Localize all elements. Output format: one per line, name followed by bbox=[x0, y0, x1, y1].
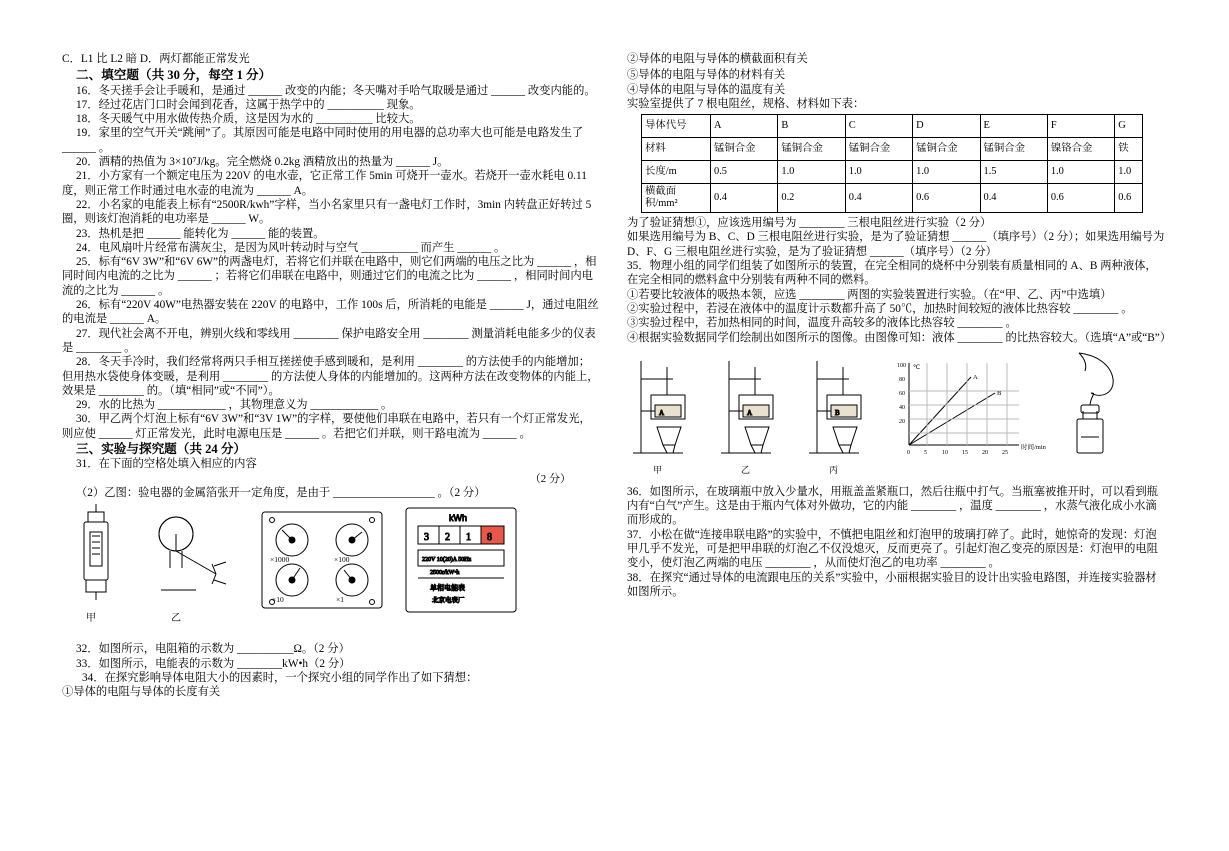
figure-ding-energy-meter bbox=[406, 508, 516, 612]
question-34: 34．在探究影响导体电阻大小的因素时，一个探究小组的同学作出了如下猜想： bbox=[82, 671, 478, 684]
question-21: 21．小方家有一个额定电压为 220V 的电水壶，它正常工作 5min 可烧开一壶水。若烧开一壶水耗电 0.11 度，则正常工作时通过电水壶的电流为 ______ A。 bbox=[62, 170, 587, 197]
question-25: 25．标有“6V 3W”和“6V 6W”的两盏电灯，若将它们并联在电路中，则它们两端的电压之比为 ______ ，相同时间内电流的之比为 ______ ；若将它们串联在电路中，则通过它们的电流之比为 ______ ，相同时间内电流的之比为 ______ 。 bbox=[62, 256, 597, 297]
figure-group-instruments bbox=[66, 504, 601, 632]
th-c: C bbox=[845, 115, 912, 138]
th-f: F bbox=[1047, 115, 1114, 138]
apparatus-jia bbox=[633, 361, 685, 453]
temperature-time-chart bbox=[909, 363, 1019, 445]
question-35-1: ①若要比较液体的吸热本领，应选 ________ 两图的实验装置进行实验。（在“甲、乙、丙”中选填） bbox=[627, 288, 1112, 301]
calorimetry-caption-bing: 丙 bbox=[829, 464, 839, 475]
figure-bottle-pump bbox=[1077, 353, 1113, 453]
cell-area-d: 0.6 bbox=[913, 184, 980, 213]
cell-material-e: 锰铜合金 bbox=[980, 138, 1047, 161]
meter-digit-3: 1 bbox=[466, 532, 471, 544]
cell-length-g: 1.0 bbox=[1115, 161, 1143, 184]
th-d: D bbox=[913, 115, 980, 138]
dial-label-x10: ×10 bbox=[272, 595, 284, 605]
meter-digit-1: 3 bbox=[424, 532, 429, 544]
cell-length-c: 1.0 bbox=[845, 161, 912, 184]
question-29: 29．水的比热为 ____________ ，其物理意义为 ____________ 。 bbox=[76, 399, 393, 412]
chart-series-b: B bbox=[997, 389, 1002, 397]
cell-area-a: 0.4 bbox=[711, 184, 778, 213]
figure-group-calorimetry bbox=[627, 349, 1167, 481]
chart-tick-60: 60 bbox=[899, 390, 905, 397]
cell-length-e: 1.5 bbox=[980, 161, 1047, 184]
question-36: 36．如图所示，在玻璃瓶中放入少量水，用瓶盖盖紧瓶口，然后往瓶中打气。当瓶塞被推开时，可以看到瓶内有“白气”产生。这是由于瓶内气体对外做功，它的内能 ________ ，温度 ________ ，水蒸气液化成小水滴而形成的。 bbox=[627, 485, 1158, 527]
figure-jia bbox=[84, 504, 108, 600]
chart-tick-x-15: 15 bbox=[962, 449, 968, 456]
wire-spec-table bbox=[641, 114, 1143, 213]
calorimetry-svg bbox=[627, 349, 1167, 479]
choice-line-c-d: C．L1 比 L2 暗 D．两灯都能正常发光 bbox=[62, 53, 250, 65]
chart-tick-80: 80 bbox=[899, 376, 905, 383]
fig-caption-jia: 甲 bbox=[86, 613, 96, 625]
verify-guess-bcd-dfg: 如果选用编号为 B、C、D 三根电阻丝进行实验，是为了验证猜想 ______（填序号）（2 分）；如果选用编号为 D、F、G 三根电阻丝进行实验，是为了验证猜想 ______（填序号）（2 分） bbox=[627, 231, 1165, 258]
chart-tick-x-5: 5 bbox=[924, 449, 927, 456]
th-g: G bbox=[1115, 115, 1143, 138]
calorimetry-caption-yi: 乙 bbox=[741, 464, 751, 475]
chart-tick-100: 100 bbox=[897, 362, 906, 369]
cell-material-a: 锰铜合金 bbox=[711, 138, 778, 161]
guess-5: ⑤导体的电阻与导体的材料有关 bbox=[627, 69, 786, 82]
apparatus-yi bbox=[721, 361, 773, 453]
question-30: 30．甲乙两个灯泡上标有“6V 3W”和“3V 1W”的字样，要使他们串联在电路中，若只有一个灯正常发光，则应使 ______ 灯正常发光，此时电源电压是 ______ 。若把它们并联，则干路电流为 ______ 。 bbox=[62, 413, 591, 440]
chart-y-axis-label: ℃ bbox=[913, 363, 921, 371]
question-31-score: （2 分） bbox=[529, 472, 571, 485]
cell-area-b: 0.2 bbox=[778, 184, 845, 213]
question-31: 31．在下面的空格处填入相应的内容 bbox=[76, 458, 257, 471]
cell-material-f: 镍铬合金 bbox=[1047, 138, 1114, 161]
question-19: 19．家里的空气开关“跳闸”了。其原因可能是电路中同时使用的用电器的总功率大也可能是电路发生了 ______ 。 bbox=[62, 127, 584, 154]
question-18: 18．冬天暖气中用水做传热介质，这是因为水的 __________ 比较大。 bbox=[76, 113, 421, 126]
fig-caption-yi: 乙 bbox=[171, 613, 181, 625]
table-intro: 实验室提供了 7 根电阻丝，规格、材料如下表： bbox=[627, 97, 865, 110]
question-35-4: ④根据实验数据同学们绘制出如图所示的图像。由图像可知：液体 ________ 的比热容较大。（选填“A”或“B”） bbox=[627, 331, 1172, 344]
dial-label-x1000: ×1000 bbox=[270, 555, 290, 565]
cell-length-b: 1.0 bbox=[778, 161, 845, 184]
meter-brand2: 北京电表厂 bbox=[432, 597, 465, 605]
figure-yi bbox=[159, 517, 226, 590]
question-20: 20．酒精的热值为 3×10⁷J/kg。完全燃烧 0.2kg 酒精放出的热量为 ______ J。 bbox=[76, 156, 449, 169]
meter-digit-4: 8 bbox=[487, 532, 492, 544]
table-row-material bbox=[642, 138, 1143, 161]
left-column bbox=[62, 52, 601, 831]
meter-digit-2: 2 bbox=[445, 532, 450, 544]
right-column bbox=[627, 52, 1172, 831]
table-row-header bbox=[642, 115, 1143, 138]
question-26: 26．标有“220V 40W”电热器安装在 220V 的电路中，工作 100s 后，所消耗的电能是 ______ J，通过电阻丝的电流是 ______ A。 bbox=[62, 299, 599, 326]
cell-length-a: 0.5 bbox=[711, 161, 778, 184]
question-24: 24．电风扇叶片经常布满灰尘，是因为风叶转动时与空气 __________ 而产生 ______ 。 bbox=[76, 241, 506, 254]
meter-spec: 220V 10(20)A 50Hz bbox=[422, 557, 472, 564]
question-35: 35．物理小组的同学们组装了如图所示的装置，在完全相同的烧杯中分别装有质量相同的 A、B 两种液体，在完全相同的燃料盒中分别装有两种不同的燃料。 bbox=[627, 260, 1157, 287]
chart-tick-x-10: 10 bbox=[942, 449, 948, 456]
liquid-label-b-bing: B bbox=[835, 408, 840, 417]
cell-material-d: 锰铜合金 bbox=[913, 138, 980, 161]
section-2-title: 二、填空题（共 30 分，每空 1 分） bbox=[76, 68, 272, 83]
apparatus-bing bbox=[809, 361, 861, 453]
dial-label-x100: ×100 bbox=[334, 555, 350, 565]
cell-area-f: 0.6 bbox=[1047, 184, 1114, 213]
cell-area-g: 0.6 bbox=[1115, 184, 1143, 213]
row-label-length: 长度/m bbox=[642, 161, 711, 184]
row-label-material: 材料 bbox=[642, 138, 711, 161]
th-a: A bbox=[711, 115, 778, 138]
row-label-area: 横截面积/mm² bbox=[642, 184, 711, 213]
chart-tick-40: 40 bbox=[899, 404, 905, 411]
guess-2: ②导体的电阻与导体的横截面积有关 bbox=[627, 53, 808, 65]
chart-tick-x-0: 0 bbox=[907, 449, 910, 456]
cell-length-d: 1.0 bbox=[913, 161, 980, 184]
cell-area-e: 0.4 bbox=[980, 184, 1047, 213]
meter-brand: 单相电能表 bbox=[430, 584, 465, 593]
section-3-title: 三、实验与探究题（共 24 分） bbox=[76, 442, 247, 457]
table-row-area bbox=[642, 184, 1143, 213]
question-16: 16．冬天搓手会让手暖和，是通过 ______ 改变的内能；冬天嘴对手哈气取暖是通过 ______ 改变内能的。 bbox=[76, 84, 596, 97]
question-32: 32．如图所示，电阻箱的示数为 __________Ω。（2 分） bbox=[76, 643, 350, 656]
question-27: 27．现代社会离不开电，辨别火线和零线用 ________ 保护电路安全用 ________ 测量消耗电能多少的仪表是 ________ 。 bbox=[62, 327, 596, 354]
calorimetry-caption-jia: 甲 bbox=[653, 464, 663, 475]
chart-tick-20: 20 bbox=[899, 418, 905, 425]
question-34-guess-1: ①导体的电阻与导体的长度有关 bbox=[62, 686, 221, 699]
liquid-label-a-jia: A bbox=[659, 408, 665, 417]
question-22: 22．小名家的电能表上标有“2500R/kwh”字样，当小名家里只有一盏电灯工作时，3min 内转盘正好转过 5 圈，则该灯泡消耗的电功率是 ______ W。 bbox=[62, 198, 592, 226]
question-31b: （2）乙图：验电器的金属箔张开一定角度，是由于 __________________ 。（2 分） bbox=[76, 486, 486, 499]
meter-title: kWh bbox=[449, 513, 467, 524]
question-33: 33．如图所示，电能表的示数为 ________kW•h（2 分） bbox=[76, 657, 351, 670]
th-b: B bbox=[778, 115, 845, 138]
chart-series-a: A bbox=[973, 373, 978, 381]
cell-material-g: 铁 bbox=[1115, 138, 1143, 161]
question-28: 28．冬天手冷时，我们经常将两只手相互搓搓使手感到暖和，是利用 ________ 的方法使手的内能增加；但用热水袋使身体变暖，是利用 ________ 的方法使人身体的内能增加的。这两种方法在改变物体的内能上，效果是 ________ 的。（填“相同”或“不同”）。 bbox=[62, 356, 599, 397]
cell-material-c: 锰铜合金 bbox=[845, 138, 912, 161]
chart-tick-x-25: 25 bbox=[1002, 449, 1008, 456]
liquid-label-a-yi: A bbox=[747, 408, 753, 417]
verify-guess-1: 为了验证猜想①，应该选用编号为 ________ 三根电阻丝进行实验（2 分） bbox=[627, 217, 992, 230]
question-23: 23．热机是把 ______ 能转化为 ______ 能的装置。 bbox=[76, 227, 325, 240]
question-35-3: ③实验过程中，若加热相同的时间，温度升高较多的液体比热容较 ________ 。 bbox=[627, 317, 1017, 330]
question-38: 38．在探究“通过导体的电流跟电压的关系”实验中，小丽根据实验目的设计出实验电路图，并连接实验器材如图所示。 bbox=[627, 571, 1157, 598]
cell-area-c: 0.4 bbox=[845, 184, 912, 213]
question-35-2: ②实验过程中，若浸在液体中的温度计示数都升高了 50℃，加热时间较短的液体比热容较 ________ 。 bbox=[627, 302, 1133, 315]
cell-material-b: 锰铜合金 bbox=[778, 138, 845, 161]
instruments-svg bbox=[66, 504, 576, 630]
dial-label-x1: ×1 bbox=[336, 595, 344, 605]
question-17: 17．经过花店门口时会闻到花香，这属于热学中的 __________ 现象。 bbox=[76, 98, 421, 111]
meter-spec2: 2500r/kW•h bbox=[430, 570, 460, 577]
chart-x-axis-label: 时间/min bbox=[1021, 443, 1046, 451]
chart-tick-x-20: 20 bbox=[982, 449, 988, 456]
cell-length-f: 1.0 bbox=[1047, 161, 1114, 184]
guess-4: ④导体的电阻与导体的温度有关 bbox=[627, 83, 786, 96]
two-column-layout bbox=[62, 52, 1172, 831]
table-row-length bbox=[642, 161, 1143, 184]
question-37: 37．小松在做“连接串联电路”的实验中，不慎把电阻丝和灯泡甲的玻璃打碎了。此时，她惊奇的发现：灯泡甲几乎不发光，可是把甲串联的灯泡乙不仅没熄灭，反而更亮了。引起灯泡乙变亮的原因是：灯泡甲的电阻变小，使灯泡乙两端的电压 ________ ，从而使灯泡乙的电功率 ________ 。 bbox=[627, 528, 1158, 570]
th-e: E bbox=[980, 115, 1047, 138]
th-code: 导体代号 bbox=[642, 115, 711, 138]
